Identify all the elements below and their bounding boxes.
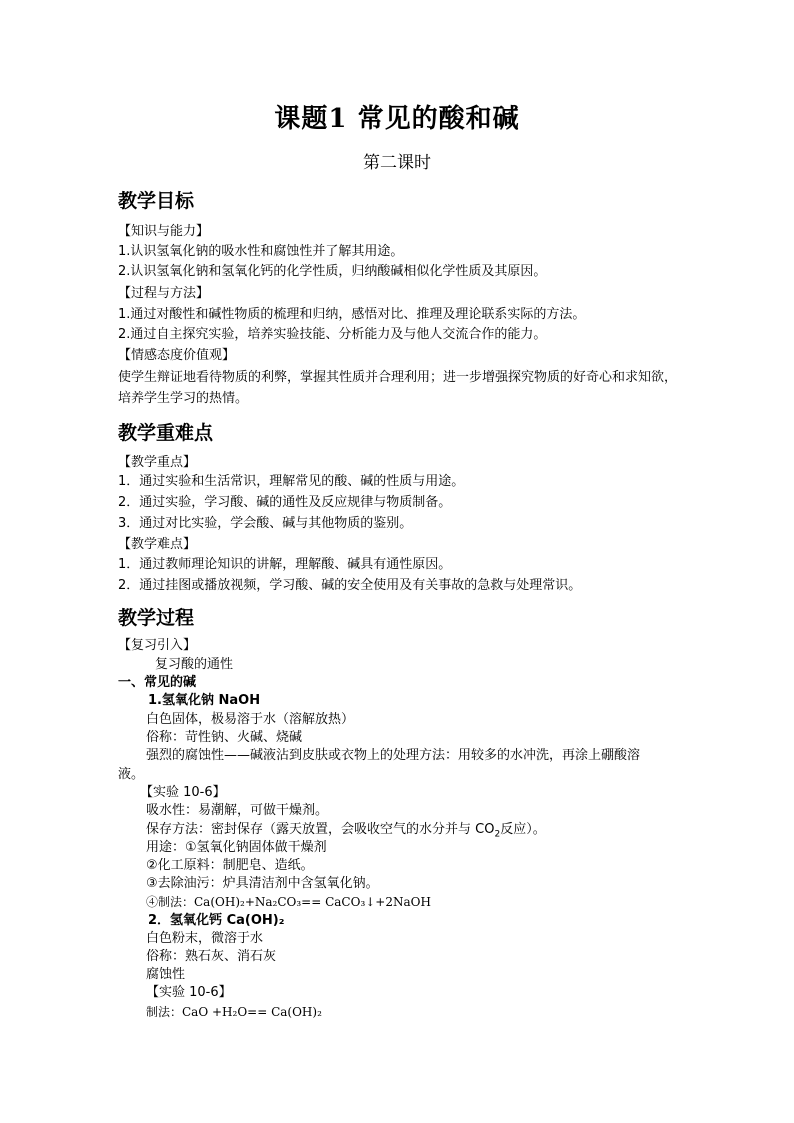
section-heading-keypoints: 教学重难点: [118, 422, 214, 444]
goal-process-2: 2.通过自主探究实验，培养实验技能、分析能力及与他人交流合作的能力。: [118, 327, 547, 342]
naoh-line-3b: 液。: [118, 767, 145, 782]
naoh-use-3: ③去除油污：炉具清洁剂中含氢氧化钠。: [146, 876, 379, 891]
goal-knowledge-1: 1.认识氢氧化钠的吸水性和腐蚀性并了解其用途。: [118, 244, 404, 259]
naoh-use-4: ④制法：Ca(OH)₂+Na₂CO₃== CaCO₃↓+2NaOH: [146, 895, 431, 909]
label-review: 【复习引入】: [118, 638, 197, 653]
caoh-line-2: 俗称：熟石灰、消石灰: [146, 949, 277, 964]
part-heading-bases: 一、常见的碱: [118, 675, 197, 690]
review-text: 复习酸的通性: [155, 657, 234, 672]
naoh-line-5a: 保存方法：密封保存（露天放置，会吸收空气的水分并与 CO: [146, 822, 495, 837]
label-focus: 【教学重点】: [118, 455, 197, 470]
experiment-label-1: 【实验 10-6】: [140, 785, 226, 800]
section-heading-goals: 教学目标: [118, 190, 195, 212]
page-title: 课题1 常见的酸和碱: [274, 104, 520, 134]
focus-2: 2．通过实验，学习酸、碱的通性及反应规律与物质制备。: [118, 495, 452, 510]
focus-3: 3．通过对比实验，学会酸、碱与其他物质的鉴别。: [118, 516, 413, 531]
naoh-line-2: 俗称：苛性钠、火碱、烧碱: [146, 730, 303, 745]
caoh-title: 2．氢氧化钙 Ca(OH)₂: [148, 913, 285, 928]
caoh-line-3: 腐蚀性: [146, 967, 186, 982]
section-heading-process: 教学过程: [118, 607, 195, 629]
naoh-use-2: ②化工原料：制肥皂、造纸。: [146, 858, 314, 873]
label-difficulty: 【教学难点】: [118, 537, 197, 552]
difficulty-1: 1．通过教师理论知识的讲解，理解酸、碱具有通性原因。: [118, 557, 452, 572]
page-subtitle: 第二课时: [363, 153, 431, 173]
goal-emotion-text: 使学生辩证地看待物质的利弊，掌握其性质并合理利用；进一步增强探究物质的好奇心和求知欲，培养学生学习的热情。: [118, 370, 678, 406]
experiment-label-2: 【实验 10-6】: [146, 985, 232, 1000]
label-emotion: 【情感态度价值观】: [118, 348, 236, 363]
naoh-line-4: 吸水性：易潮解，可做干燥剂。: [146, 803, 329, 818]
naoh-line-3: 强烈的腐蚀性——碱液沾到皮肤或衣物上的处理方法：用较多的水冲洗，再涂上硼酸溶: [146, 748, 641, 763]
caoh-line-4: 制法：CaO +H₂O== Ca(OH)₂: [146, 1005, 322, 1019]
caoh-line-1: 白色粉末，微溶于水: [146, 931, 264, 946]
focus-1: 1．通过实验和生活常识，理解常见的酸、碱的性质与用途。: [118, 474, 465, 489]
difficulty-2: 2．通过挂图或播放视频，学习酸、碱的安全使用及有关事故的急救与处理常识。: [118, 578, 582, 593]
naoh-line-5b: 反应）。: [500, 822, 546, 837]
naoh-line-1: 白色固体，极易溶于水（溶解放热）: [146, 712, 355, 727]
goal-process-1: 1.通过对酸性和碱性物质的梳理和归纳，感悟对比、推理及理论联系实际的方法。: [118, 307, 586, 322]
label-process-method: 【过程与方法】: [118, 286, 210, 301]
label-knowledge: 【知识与能力】: [118, 224, 210, 239]
naoh-title: 1.氢氧化钠 NaOH: [148, 693, 261, 708]
goal-knowledge-2: 2.认识氢氧化钠和氢氧化钙的化学性质，归纳酸碱相似化学性质及其原因。: [118, 264, 547, 279]
naoh-use-1: 用途：①氢氧化钠固体做干燥剂: [146, 840, 327, 855]
naoh-line-5-sub: 2: [494, 829, 501, 840]
